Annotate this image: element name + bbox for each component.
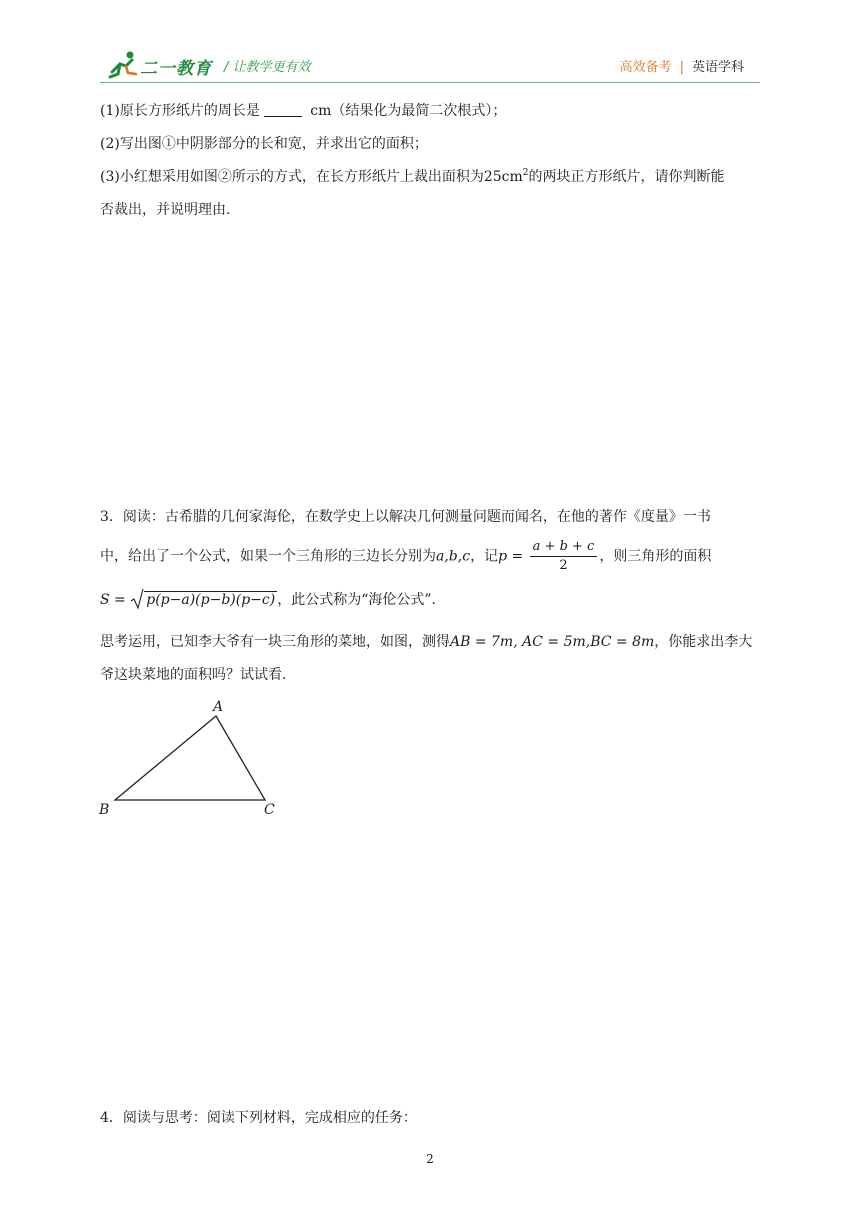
runner-logo-icon <box>106 50 140 80</box>
tag-exam-prep: 高效备考 <box>619 60 672 75</box>
header-subject-tag <box>620 56 744 75</box>
q4-line1: 4．阅读与思考：阅读下列材料，完成相应的任务： <box>100 1110 417 1126</box>
logo-text: 二一教育 <box>140 59 212 79</box>
q3-line2-text: 中，给出了一个公式，如果一个三角形的三边长分别为 <box>100 548 436 565</box>
fraction-numerator: a + b + c <box>530 538 598 557</box>
formula-name-text: ，此公式称为“海伦公式”. <box>277 592 436 608</box>
q2-part1 <box>100 101 760 121</box>
vertex-label-c: C <box>264 802 275 818</box>
q3-line1: 3．阅读：古希腊的几何家海伦，在数学史上以解决几何测量问题而闻名，在他的著作《度量》一书 <box>100 509 711 525</box>
q2-part3-text: (3)小红想采用如图②所示的方式，在长方形纸片上裁出面积为 <box>100 169 484 185</box>
q3-line4-text: 思考运用，已知李大爷有一块三角形的菜地，如图，测得 <box>100 634 450 650</box>
q3-p-label: p = <box>498 548 524 565</box>
formula-lhs: S = <box>100 592 126 608</box>
vertex-label-a: A <box>213 699 224 715</box>
q3-line5: 爷这块菜地的面积吗？试试看. <box>100 667 287 683</box>
answer-blank <box>264 102 302 117</box>
q3-line2 <box>100 538 760 575</box>
triangle-measures: AB = 7m, AC = 5m,BC = 8m <box>450 634 655 650</box>
heron-formula-line <box>100 588 760 612</box>
semi-perimeter-fraction <box>530 538 598 575</box>
q3-line4 <box>100 632 760 652</box>
tag-subject: 英语学科 <box>691 60 744 75</box>
header-slogan: / 让教学更有效 <box>224 60 311 75</box>
q2-part3 <box>100 167 760 187</box>
page-header <box>100 48 760 82</box>
q3-line2-end: ，则三角形的面积 <box>599 548 712 565</box>
q2-part3-continued: 否裁出，并说明理由. <box>100 202 231 218</box>
q3-line4-end: ，你能求出李大 <box>654 634 753 650</box>
page-number: 2 <box>426 1152 434 1166</box>
q2-part3-exponent: 2 <box>522 168 529 178</box>
q2-part1-text: (1)原长方形纸片的周长是 <box>100 103 260 119</box>
square-root <box>130 588 277 612</box>
q2-part1-unit: cm <box>310 103 332 119</box>
header-divider <box>100 82 760 83</box>
q3-sides: a,b,c <box>436 548 471 565</box>
radicand: p(p−a)(p−b)(p−c) <box>146 592 276 608</box>
tag-separator: | <box>679 60 684 75</box>
q2-part1-note: （结果化为最简二次根式）； <box>331 103 507 119</box>
radical-sign-icon <box>130 588 144 610</box>
q2-part3-area: 25cm <box>483 169 523 185</box>
q2-part2: (2)写出图①中阴影部分的长和宽，并求出它的面积； <box>100 136 428 152</box>
q2-part3-text-end: 的两块正方形纸片，请你判断能 <box>528 169 725 185</box>
triangle-figure <box>96 696 288 820</box>
triangle-abc <box>115 716 265 800</box>
fraction-denominator: 2 <box>559 558 568 573</box>
q3-line2-mid: ，记 <box>470 548 499 565</box>
vertex-label-b: B <box>99 802 110 818</box>
